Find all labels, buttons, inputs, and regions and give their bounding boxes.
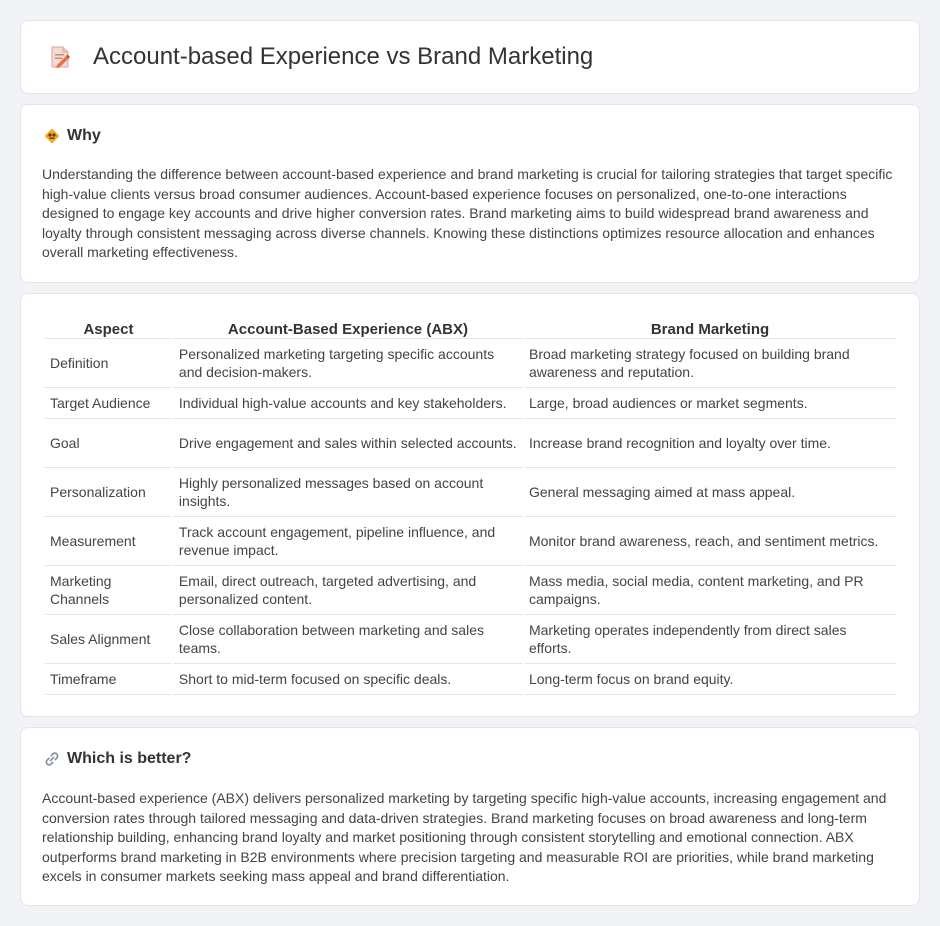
aspect-cell: Timeframe [45,664,172,695]
brand-cell: Monitor brand awareness, reach, and sentiment metrics. [524,517,896,566]
aspect-cell: Measurement [45,517,172,566]
header-card [20,20,920,94]
table-row [45,419,896,468]
why-section [20,104,920,283]
aspect-cell: Definition [45,339,172,388]
abx-cell: Highly personalized messages based on account insights. [174,468,522,517]
aspect-cell: Sales Alignment [45,615,172,664]
aspect-cell: Goal [45,419,172,468]
better-text: Account-based experience (ABX) delivers personalized marketing by targeting specific high-value accounts, increasing engagement and conversion rates through tailored messaging and data-driven strategies. Brand marketing focuses on broad awareness and long-term relationship building, enhancing brand loyalty and market positioning through consistent storytelling and emotional connection. ABX outperforms brand marketing in B2B environments where precision targeting and measurable ROI are priorities, while brand marketing excels in consumer markets seeking mass appeal and brand differentiation. [42,790,887,885]
abx-cell: Personalized marketing targeting specific accounts and decision-makers. [174,339,522,388]
aspect-cell: Marketing Channels [45,566,172,615]
brand-cell: Long-term focus on brand equity. [524,664,896,695]
abx-cell: Close collaboration between marketing and sales teams. [174,615,522,664]
better-heading: Which is better? [67,750,192,767]
comparison-table-card [20,293,920,717]
abx-cell: Track account engagement, pipeline influence, and revenue impact. [174,517,522,566]
column-header-aspect: Aspect [45,314,172,339]
table-row [45,517,896,566]
why-text: Understanding the difference between account-based experience and brand marketing is crucial for tailoring strategies that target specific high-value clients versus broad consumer audiences. Account-based experience focuses on personalized, one-to-one interactions designed to engage key accounts and drive higher conversion rates. Brand marketing aims to build widespread brand awareness and loyalty through consistent messaging across diverse channels. Knowing these distinctions optimizes resource allocation and enhances overall marketing effectiveness. [42,166,893,261]
comparison-table [43,314,898,695]
column-header-abx: Account-Based Experience (ABX) [174,314,522,339]
table-header-row [45,314,896,339]
table-row [45,615,896,664]
diamond-sign-icon [43,127,61,145]
table-row [45,566,896,615]
abx-cell: Individual high-value accounts and key stakeholders. [174,388,522,419]
aspect-cell: Personalization [45,468,172,517]
link-icon [43,750,61,768]
which-is-better-section [20,727,920,906]
brand-cell: Large, broad audiences or market segments. [524,388,896,419]
abx-cell: Email, direct outreach, targeted advertising, and personalized content. [174,566,522,615]
aspect-cell: Target Audience [45,388,172,419]
brand-cell: Mass media, social media, content marketing, and PR campaigns. [524,566,896,615]
abx-cell: Drive engagement and sales within selected accounts. [174,419,522,468]
abx-cell: Short to mid-term focused on specific deals. [174,664,522,695]
brand-cell: General messaging aimed at mass appeal. [524,468,896,517]
table-row [45,339,896,388]
why-heading: Why [67,127,101,144]
table-row [45,468,896,517]
table-row [45,388,896,419]
brand-cell: Increase brand recognition and loyalty over time. [524,419,896,468]
brand-cell: Marketing operates independently from direct sales efforts. [524,615,896,664]
table-row [45,664,896,695]
column-header-brand: Brand Marketing [524,314,896,339]
document-pencil-icon [47,44,73,70]
brand-cell: Broad marketing strategy focused on building brand awareness and reputation. [524,339,896,388]
page-title: Account-based Experience vs Brand Marketing [93,43,594,70]
